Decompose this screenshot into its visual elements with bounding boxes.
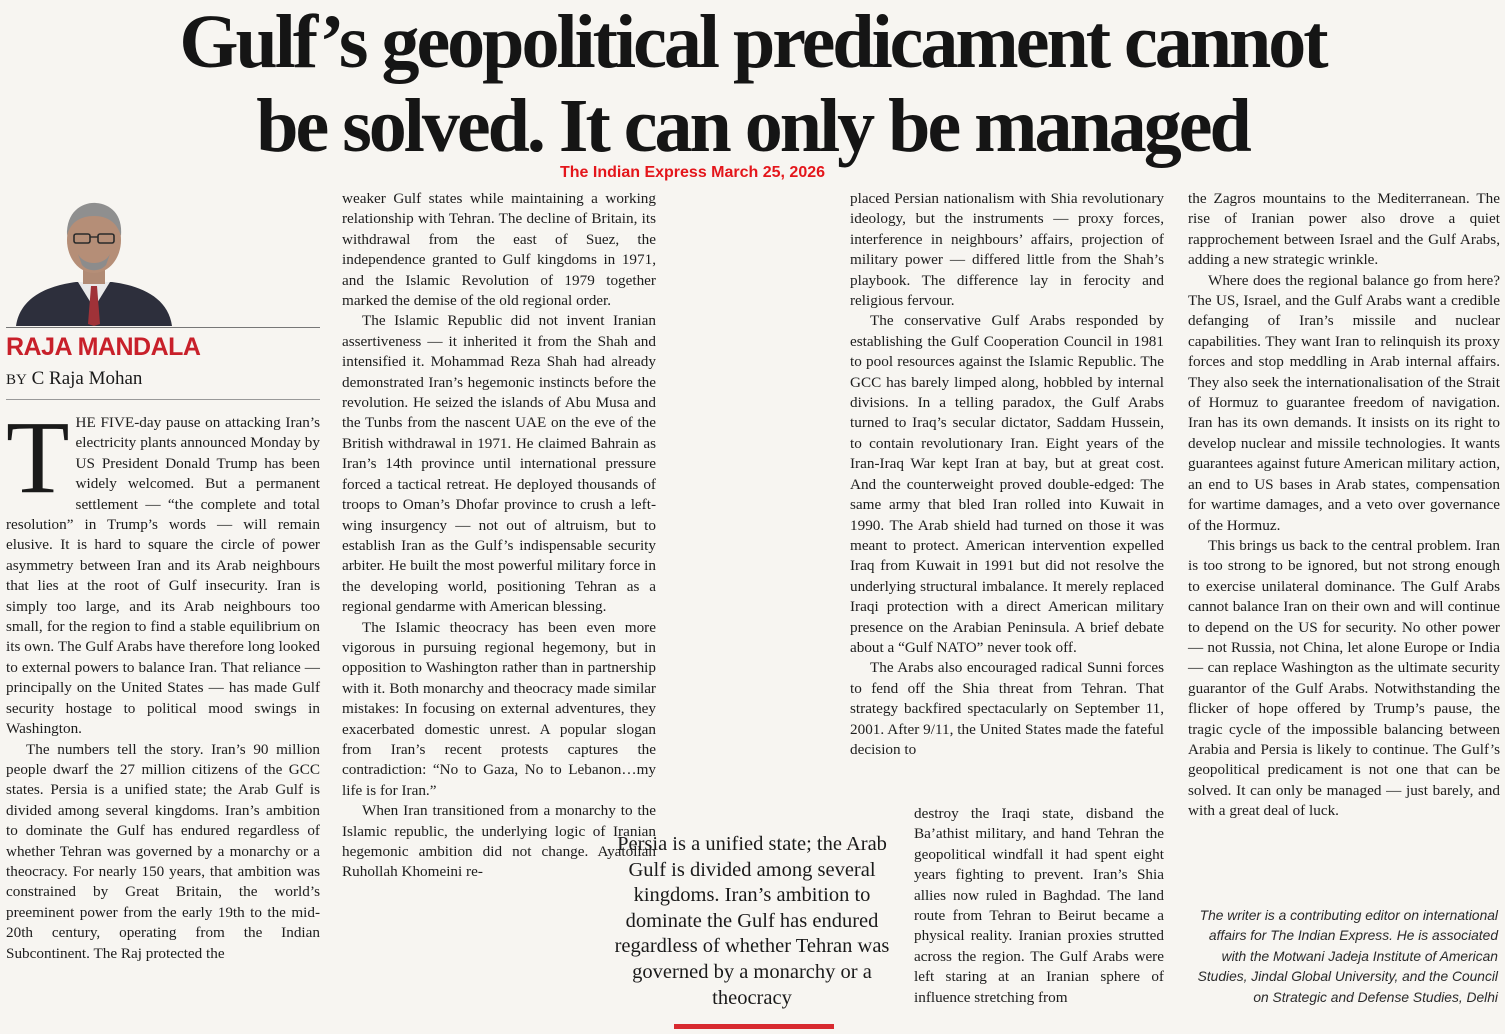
article-paragraph: The Islamic theocracy has been even more vigorous in pursuing regional hegemony, but in opposition to Washington rather than in partnership with it. Both monarchy and theocracy made similar mistakes: In focusing on external adventures, they exacerbated domestic unrest. A popular slogan from Iran’s recent protests captures the contradiction: “No to Gaza, No to Lebanon…my life is for Iran.”: [342, 618, 656, 799]
headline-line-1: Gulf’s geopolitical predicament cannot: [179, 0, 1326, 84]
article-paragraph: [6, 400, 320, 740]
writer-note: The writer is a contributing editor on international affairs for The Indian Express. He is associated with the Motwani Jadeja Institute of American Studies, Jindal Global University, and the Council on Strategic and Defense Studies, Delhi: [1197, 908, 1498, 1005]
byline-author: C Raja Mohan: [31, 368, 143, 389]
article-paragraph: destroy the Iraqi state, disband the Ba’athist military, and hand Tehran the geopolitical windfall it had spent eight years fighting to prevent. Iran’s Shia allies now ruled in Baghdad. The land route from Tehran to Beirut became a physical reality. Iranian proxies strutted across the region. The Gulf Arabs were left staring at an Iranian sphere of influence stretching from: [914, 805, 1164, 1006]
pull-quote-rule: [674, 1024, 834, 1029]
article-paragraph: the Zagros mountains to the Mediterranean. The rise of Iranian power also drove a quiet rapprochement between Israel and the Gulf Arabs, adding a new strategic wrinkle.: [1188, 190, 1500, 269]
article-paragraph: This brings us back to the central problem. Iran is too strong to be ignored, but not strong enough to exercise unilateral dominance. The Gulf Arabs cannot balance Iran on their own and will continue to depend on the US for security. No other power — not Russia, not China, let alone Europe or India — can replace Washington as the ultimate security guarantor of the Gulf Arabs. Notwithstanding the flicker of hope offered by Trump’s pause, the tragic cycle of the impossible balancing between Arabia and Persia is likely to continue. The Gulf’s geopolitical predicament is not one that can be solved. It can only be managed — just barely, and with a great deal of luck.: [1188, 536, 1500, 820]
article-paragraph: weaker Gulf states while maintaining a working relationship with Tehran. The decline of Britain, its withdrawal from the east of Suez, the independence granted to Gulf kingdoms in 1971, and the Islamic Revolution of 1979 together marked the demise of the old regional order.: [342, 190, 656, 310]
byline-prefix: BY: [6, 372, 27, 388]
headline-line-2: be solved. It can only be managed: [256, 84, 1249, 168]
article-column-4: [1188, 189, 1500, 822]
article-paragraph: The Islamic Republic did not invent Iranian assertiveness — it inherited it from the Shah and intensified it. Mohammad Reza Shah had already demonstrated Iran’s hegemonic instincts before the revolution. He seized the islands of Abu Musa and the Tunbs from the nascent UAE on the eve of the British withdrawal in 1971. He claimed Bahrain as Iran’s 14th province until international pressure forced a tactical retreat. He deployed thousands of troops to Oman’s Dhofar province to crush a left-wing insurgency — not out of altruism, but to establish Iran as the Gulf’s indispensable security arbiter. He built the most powerful military force in the developing world, positioning Tehran as a regional gendarme with American blessing.: [342, 312, 656, 616]
article-paragraph: The conservative Gulf Arabs responded by establishing the Gulf Cooperation Council in 1981 to pool resources against the Islamic Republic. The GCC has barely limped along, hobbled by internal divisions. In a telling paradox, the Gulf Arabs turned to Iraq’s secular dictator, Saddam Hussein, to contain revolutionary Iran. Eight years of the Iran-Iraq War kept Iran at bay, but at great cost. And the counterweight proved double-edged: The same army that bled Iran rolled into Kuwait in 1990. The Arab shield had turned on those it was meant to protect. American intervention expelled Iraq from Kuwait in 1991 but did not resolve the underlying structural imbalance. It merely replaced Iraqi protection with a direct American military presence on the Arabian Peninsula. A brief debate about a “Gulf NATO” never took off.: [850, 312, 1164, 656]
headline: [0, 0, 1505, 168]
article-paragraph: The numbers tell the story. Iran’s 90 million people dwarf the 27 million citizens of the GCC states. Persia is a unified state; the Arab Gulf is divided among several kingdoms. Iran’s ambition to dominate the Gulf has endured regardless of whether Tehran was governed by a monarchy or a theocracy. For nearly 150 years, that ambition was constrained by Great Britain, the world’s preeminent power from the early 19th to the mid-20th century, operating from the Indian Subcontinent. The Raj protected the: [6, 740, 320, 962]
dateline: The Indian Express March 25, 2026: [560, 164, 826, 181]
byline: [6, 368, 142, 390]
article-column-1: [6, 400, 320, 964]
article-paragraph: The Arabs also encouraged radical Sunni forces to fend off the Shia threat from Tehran. That strategy backfired spectacularly on September 11, 2001. After 9/11, the United States made the fateful decision to: [850, 659, 1164, 758]
article-column-3-continued: [914, 804, 1164, 1008]
drop-cap: T: [6, 400, 70, 515]
article-paragraph-text: HE FIVE-day pause on attacking Iran’s electricity plants announced Monday by US President Donald Trump has been widely welcomed. But a permanent settlement — “the complete and total resolution” in Trump’s words — will remain elusive. It is hard to square the circle of power asymmetry between Iran and its Arab neighbours that lies at the root of Gulf insecurity. Iran is simply too large, and its Arab neighbours too small, for the region to find a stable equilibrium on its own. The Gulf Arabs have therefore long looked to external powers to balance Iran. That reliance — principally on the United States — has made Gulf security hostage to political mood swings in Washington.: [6, 414, 320, 738]
column-name: RAJA MANDALA: [6, 333, 201, 361]
article-column-2: [342, 189, 656, 883]
article-column-3: [850, 189, 1164, 760]
article-paragraph: When Iran transitioned from a monarchy to the Islamic republic, the underlying logic of Iranian hegemonic ambition did not change. Ayatollah Ruhollah Khomeini re-: [342, 802, 656, 881]
pull-quote: Persia is a unified state; the Arab Gulf is divided among several kingdoms. Iran’s ambition to dominate the Gulf has endured regardless of whether Tehran was governed by a monarchy or a theocracy: [614, 833, 890, 1009]
column-rule-top: [6, 327, 320, 328]
article-paragraph: placed Persian nationalism with Shia revolutionary ideology, but the instruments — proxy forces, interference in neighbours’ affairs, projection of military power — differed little from the Shah’s playbook. The difference lay in ferocity and religious fervour.: [850, 190, 1164, 310]
author-portrait-icon: [6, 186, 182, 326]
article-paragraph: Where does the regional balance go from here? The US, Israel, and the Gulf Arabs want a credible defanging of Iran’s missile and nuclear capabilities. They want Iran to relinquish its proxy forces and stop meddling in Arab internal affairs. They also seek the internationalisation of the Strait of Hormuz to guarantee freedom of navigation. Iran has its own demands. It insists on its right to develop nuclear and missile technologies. It wants guarantees against future American military action, an end to US bases in Arab states, compensation for wartime damages, and a veto over governance of the Hormuz.: [1188, 271, 1500, 534]
